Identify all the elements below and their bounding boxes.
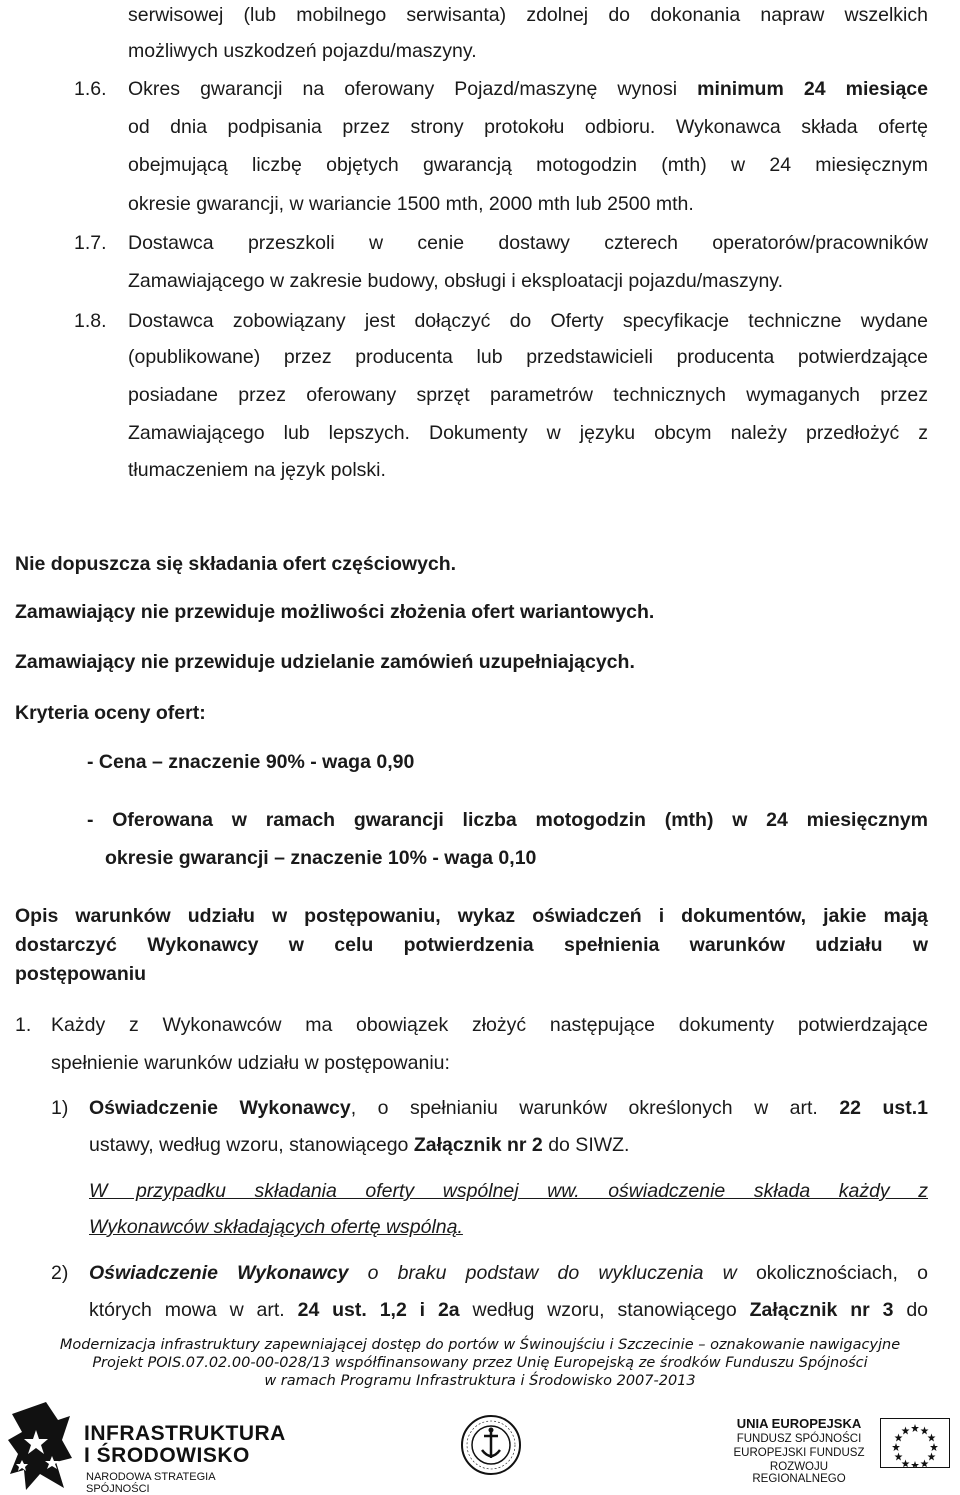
conditions-sub-2-number: 2) [51, 1262, 69, 1284]
para-1-6-line-4: okresie gwarancji, w wariancie 1500 mth, 2000 mth lub 2500 mth. [128, 193, 694, 215]
para-1-8-line-4: Zamawiającego lub lepszych. Dokumenty w języku obcym należy przedłożyć z [128, 422, 928, 444]
conditions-item-1-line-1: Każdy z Wykonawców ma obowiązek złożyć następujące dokumenty potwierdzające [51, 1014, 928, 1036]
note-no-variant-offers: Zamawiający nie przewiduje możliwości złożenia ofert wariantowych. [15, 601, 655, 623]
article-ref: 22 ust.1 [839, 1097, 929, 1119]
conditions-sub-2-line-2 [89, 1299, 928, 1322]
para-1-6-line-3: obejmującą liczbę objętych gwarancją motogodzin (mth) w 24 miesięcznym [128, 154, 928, 176]
infrastruktura-logo-line-2: I ŚRODOWISKO [84, 1444, 250, 1467]
footer-line-1: Modernizacja infrastruktury zapewniającej dostęp do portów w Świnoujściu i Szczecinie – oznakowanie nawigacyjne [59, 1337, 901, 1353]
conditions-heading-line-1: Opis warunków udziału w postępowaniu, wykaz oświadczeń i dokumentów, jakie mają [15, 905, 928, 927]
criteria-price: - Cena – znaczenie 90% - waga 0,90 [87, 751, 415, 773]
para-1-7-number: 1.7. [74, 232, 107, 254]
para-1-6-line-1 [128, 78, 928, 101]
criteria-warranty-line-2: okresie gwarancji – znaczenie 10% - waga 0,10 [105, 847, 537, 869]
conditions-sub-1-note-line-1: W przypadku składania oferty wspólnej ww. oświadczenie składa każdy z [89, 1180, 928, 1202]
s2-text-c: do [893, 1299, 929, 1321]
conditions-sub-1-line-2 [89, 1134, 629, 1157]
criteria-title: Kryteria oceny ofert: [15, 702, 206, 724]
s2-text-a: których mowa w art. [89, 1299, 298, 1321]
para-1-8-line-5: tłumaczeniem na język polski. [128, 459, 386, 481]
footer-line-2: Projekt POIS.07.02.00-00-028/13 współfinansowany przez Unię Europejską ze środków Funduszu Spójności [92, 1355, 868, 1371]
conditions-heading-line-2: dostarczyć Wykonawcy w celu potwierdzenia spełnienia warunków udziału w [15, 934, 928, 956]
statement-bold: Oświadczenie Wykonawcy [89, 1097, 351, 1119]
eu-logo-line-1: UNIA EUROPEJSKA [736, 1416, 862, 1431]
para-1-5-line-1: serwisowej (lub mobilnego serwisanta) zdolnej do dokonania napraw wszelkich [128, 4, 928, 26]
para-1-7-line-1: Dostawca przeszkoli w cenie dostawy czterech operatorów/pracowników [128, 232, 928, 254]
statement-text-2: ustawy, według wzoru, stanowiącego [89, 1134, 414, 1156]
para-1-6-text: Okres gwarancji na oferowany Pojazd/maszynę wynosi [128, 78, 698, 100]
conditions-item-1-line-2: spełnienie warunków udziału w postępowaniu: [51, 1052, 450, 1074]
conditions-sub-1-note-line-2: Wykonawców składających ofertę wspólną. [89, 1216, 463, 1238]
statement-2-italic: o braku podstaw do wykluczenia w [348, 1262, 737, 1284]
note-no-partial-offers: Nie dopuszcza się składania ofert częściowych. [15, 553, 457, 575]
eu-logo-line-3: EUROPEJSKI FUNDUSZ [733, 1447, 865, 1459]
conditions-item-1-number: 1. [15, 1014, 32, 1036]
para-1-8-line-3: posiadane przez oferowany sprzęt parametrów technicznych wymaganych przez [128, 384, 928, 406]
annex-3-ref: Załącznik nr 3 [749, 1299, 894, 1321]
infrastruktura-logo-line-3: NARODOWA STRATEGIA SPÓJNOŚCI [86, 1471, 215, 1495]
eu-flag-icon [880, 1418, 950, 1468]
infrastruktura-logo-line-1: INFRASTRUKTURA [84, 1422, 286, 1445]
s2-text-b: według wzoru, stanowiącego [459, 1299, 750, 1321]
annex-2-ref: Załącznik nr 2 [413, 1134, 543, 1156]
eu-logo-line-4: ROZWOJU REGIONALNEGO [752, 1461, 846, 1485]
conditions-sub-2-line-1 [89, 1262, 928, 1285]
conditions-sub-1-number: 1) [51, 1097, 69, 1119]
maritime-office-seal [460, 1414, 522, 1476]
conditions-heading-line-3: postępowaniu [15, 963, 147, 985]
conditions-sub-1-line-1 [89, 1097, 928, 1120]
siwz-ref: do SIWZ. [542, 1134, 630, 1156]
eu-logo-line-2: FUNDUSZ SPÓJNOŚCI [736, 1433, 862, 1445]
note-no-supplementary-orders: Zamawiający nie przewiduje udzielanie zamówień uzupełniających. [15, 651, 635, 673]
s2-article: 24 ust. [297, 1299, 367, 1321]
para-1-8-line-1: Dostawca zobowiązany jest dołączyć do Oferty specyfikacje techniczne wydane [128, 310, 928, 332]
infrastruktura-logo [6, 1400, 286, 1495]
para-1-7-line-2: Zamawiającego w zakresie budowy, obsługi i eksploatacji pojazdu/maszyny. [128, 270, 784, 292]
para-1-6-line-2: od dnia podpisania przez strony protokołu odbioru. Wykonawca składa ofertę [128, 116, 928, 138]
statement-2-bold: Oświadczenie Wykonawcy [89, 1262, 349, 1284]
statement-text: , o spełnianiu warunków określonych w art. [350, 1097, 840, 1119]
criteria-warranty-line-1: - Oferowana w ramach gwarancji liczba motogodzin (mth) w 24 miesięcznym [87, 809, 928, 831]
para-1-5-line-2: możliwych uszkodzeń pojazdu/maszyny. [128, 40, 477, 62]
s2-points: 1,2 i 2a [366, 1299, 460, 1321]
para-1-8-number: 1.8. [74, 310, 107, 332]
para-1-6-bold: minimum 24 miesiące [697, 78, 929, 100]
para-1-8-line-2: (opublikowane) przez producenta lub przedstawicieli producenta potwierdzające [128, 346, 928, 368]
para-1-6-number: 1.6. [74, 78, 107, 100]
eu-logo [728, 1414, 958, 1492]
seal-icon [460, 1414, 522, 1476]
footer-line-3: w ramach Programu Infrastruktura i Środowisko 2007-2013 [264, 1373, 696, 1389]
flag-star-icon [6, 1400, 76, 1492]
statement-2-text: okolicznościach, o [736, 1262, 928, 1284]
